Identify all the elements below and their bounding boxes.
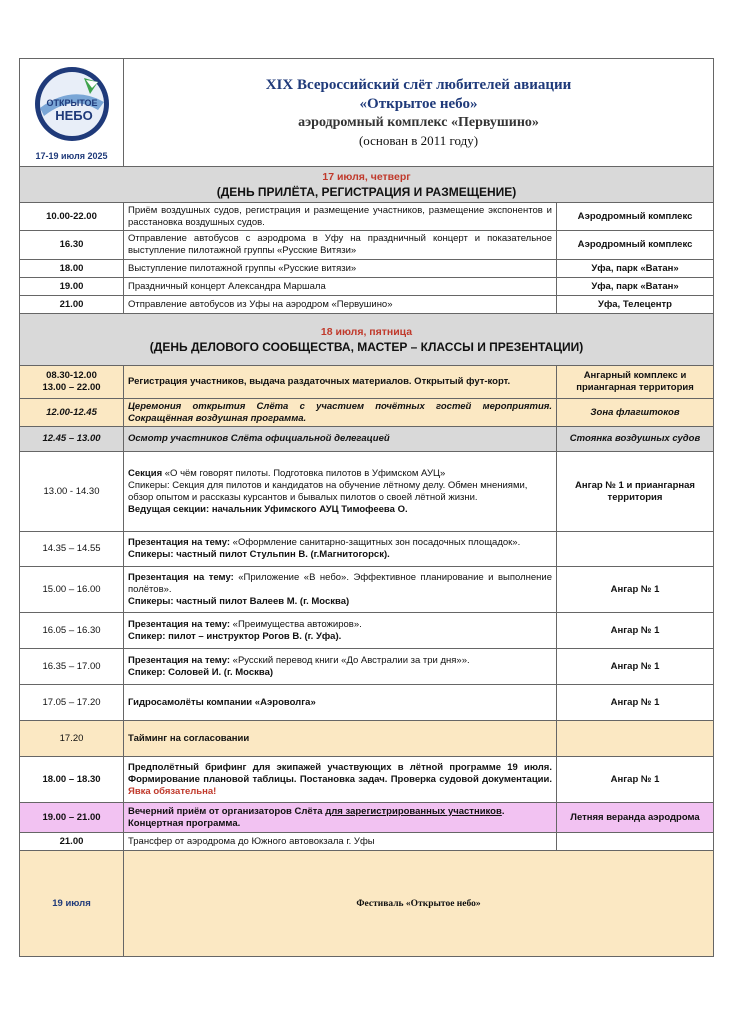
reception-program: . Концертная программа. bbox=[128, 805, 505, 829]
day3-row bbox=[20, 851, 714, 957]
row-description: Трансфер от аэродрома до Южного автовокзала г. Уфы bbox=[124, 833, 557, 851]
row-location: Уфа, парк «Ватан» bbox=[557, 278, 714, 296]
table-row bbox=[20, 613, 714, 649]
table-row bbox=[20, 532, 714, 567]
aviation-festival-logo-icon bbox=[32, 64, 112, 144]
row-time: 18.00 bbox=[20, 260, 124, 278]
briefing-text: Предполётный брифинг для экипажей участвующих в лётной программе 19 июля. Формирование плановой таблицы. Постановка задач. Проверка судовой документации. bbox=[128, 761, 552, 785]
row-location: Ангар № 1 bbox=[557, 567, 714, 613]
row-location: Ангарный комплекс и приангарная территория bbox=[557, 366, 714, 399]
row-description bbox=[124, 757, 557, 803]
row-time: 17.20 bbox=[20, 721, 124, 757]
presentation-speaker: Спикеры: частный пилот Стульпин В. (г.Магнитогорск). bbox=[128, 549, 390, 560]
row-location: Аэродромный комплекс bbox=[557, 231, 714, 260]
row-location: Ангар № 1 bbox=[557, 649, 714, 685]
row-description: Праздничный концерт Александра Маршала bbox=[124, 278, 557, 296]
row-time: 21.00 bbox=[20, 833, 124, 851]
day3-title: Фестиваль «Открытое небо» bbox=[124, 851, 714, 957]
day2-header bbox=[20, 314, 714, 366]
section-speakers: Спикеры: Секция для пилотов и кандидатов на обучение лётному делу. Обмен мнениями, обзор опытом и рассказы курсантов и бывалых пилотов о своей лётной жизни. bbox=[128, 479, 528, 503]
row-description: Приём воздушных судов, регистрация и размещение участников, размещение экспонентов и расстановка воздушных судов. bbox=[124, 203, 557, 231]
row-time-start: 08.30-12.00 bbox=[46, 370, 97, 381]
row-location bbox=[557, 532, 714, 567]
logo-cell bbox=[20, 59, 124, 167]
registered-participants: для зарегистрированных участников bbox=[325, 805, 502, 817]
row-description: Церемония открытия Слёта с участием почётных гостей мероприятия. Сокращённая воздушная программа. bbox=[124, 399, 557, 427]
day1-header-row bbox=[20, 167, 714, 203]
presentation-label: Презентация на тему: bbox=[128, 537, 231, 548]
row-time: 13.00 - 14.30 bbox=[20, 452, 124, 532]
event-title: XIX Всероссийский слёт любителей авиации bbox=[265, 77, 572, 93]
table-row bbox=[20, 231, 714, 260]
day1-title: (ДЕНЬ ПРИЛЁТА, РЕГИСТРАЦИЯ И РАЗМЕЩЕНИЕ) bbox=[216, 184, 517, 199]
presentation-topic: «Преимущества автожиров». bbox=[230, 618, 362, 630]
row-location: Ангар № 1 bbox=[557, 685, 714, 721]
table-row bbox=[20, 649, 714, 685]
row-description bbox=[124, 567, 557, 613]
svg-text:ОТКРЫТОЕ: ОТКРЫТОЕ bbox=[45, 97, 98, 108]
day2-date: 18 июля, пятница bbox=[320, 325, 413, 338]
row-location: Стоянка воздушных судов bbox=[557, 427, 714, 452]
table-row bbox=[20, 278, 714, 296]
table-row bbox=[20, 260, 714, 278]
day1-date: 17 июля, четверг bbox=[322, 170, 411, 183]
day2-title: (ДЕНЬ ДЕЛОВОГО СООБЩЕСТВА, МАСТЕР – КЛАССЫ И ПРЕЗЕНТАЦИИ) bbox=[149, 339, 584, 354]
table-row bbox=[20, 399, 714, 427]
row-time: 14.35 – 14.55 bbox=[20, 532, 124, 567]
row-location bbox=[557, 721, 714, 757]
row-time: 10.00-22.00 bbox=[20, 203, 124, 231]
presentation-topic: «Русский перевод книги «До Австралии за три дня»». bbox=[230, 654, 470, 666]
row-time: 12.45 – 13.00 bbox=[20, 427, 124, 452]
row-location bbox=[557, 833, 714, 851]
presentation-label: Презентация на тему: bbox=[128, 571, 234, 583]
row-time: 16.30 bbox=[20, 231, 124, 260]
presentation-speaker: Спикер: пилот – инструктор Рогов В. (г. Уфа). bbox=[128, 630, 342, 642]
row-location: Ангар № 1 и приангарная территория bbox=[557, 452, 714, 532]
day3-date: 19 июля bbox=[20, 851, 124, 957]
row-time: 19.00 – 21.00 bbox=[20, 803, 124, 833]
row-location: Уфа, парк «Ватан» bbox=[557, 260, 714, 278]
row-description bbox=[124, 649, 557, 685]
presentation-speaker: Спикер: Соловей И. (г. Москва) bbox=[128, 666, 274, 678]
row-time: 12.00-12.45 bbox=[20, 399, 124, 427]
presentation-label: Презентация на тему: bbox=[128, 654, 231, 666]
row-location: Аэродромный комплекс bbox=[557, 203, 714, 231]
table-row bbox=[20, 296, 714, 314]
row-location: Ангар № 1 bbox=[557, 757, 714, 803]
section-label: Секция bbox=[128, 467, 163, 479]
presentation-topic: «Оформление санитарно-защитных зон посадочных площадок». bbox=[230, 537, 521, 548]
table-row bbox=[20, 567, 714, 613]
table-row bbox=[20, 366, 714, 399]
table-row bbox=[20, 203, 714, 231]
reception-text: Вечерний приём от организаторов Слёта bbox=[128, 805, 326, 817]
header-row bbox=[20, 59, 714, 167]
row-description: Регистрация участников, выдача раздаточных материалов. Открытый фут-корт. bbox=[124, 366, 557, 399]
row-time: 17.05 – 17.20 bbox=[20, 685, 124, 721]
row-description: Отправление автобусов из Уфы на аэродром «Первушино» bbox=[124, 296, 557, 314]
row-time: 16.35 – 17.00 bbox=[20, 649, 124, 685]
row-description bbox=[124, 803, 557, 833]
row-description bbox=[124, 613, 557, 649]
festival-dates: 17-19 июля 2025 bbox=[35, 150, 108, 161]
day1-header bbox=[20, 167, 714, 203]
row-description: Тайминг на согласовании bbox=[124, 721, 557, 757]
section-topic: «О чём говорят пилоты. Подготовка пилотов в Уфимском АУЦ» bbox=[162, 467, 446, 479]
table-row bbox=[20, 803, 714, 833]
row-description bbox=[124, 452, 557, 532]
table-row bbox=[20, 721, 714, 757]
presentation-speaker: Спикеры: частный пилот Валеев М. (г. Москва) bbox=[128, 595, 350, 607]
row-location: Зона флагштоков bbox=[557, 399, 714, 427]
row-description: Отправление автобусов с аэродрома в Уфу на праздничный концерт и показательное выступление пилотажной группы «Русские Витязи» bbox=[124, 231, 557, 260]
row-location: Летняя веранда аэродрома bbox=[557, 803, 714, 833]
row-description bbox=[124, 532, 557, 567]
presentation-label: Презентация на тему: bbox=[128, 618, 231, 630]
row-time-end: 13.00 – 22.00 bbox=[42, 382, 101, 393]
event-title-block bbox=[124, 59, 714, 167]
row-location: Уфа, Телецентр bbox=[557, 296, 714, 314]
venue-founded: (основан в 2011 году) bbox=[358, 133, 479, 148]
row-description: Выступление пилотажной группы «Русские витязи» bbox=[124, 260, 557, 278]
row-time: 18.00 – 18.30 bbox=[20, 757, 124, 803]
svg-text:НЕБО: НЕБО bbox=[54, 107, 93, 123]
row-time: 21.00 bbox=[20, 296, 124, 314]
table-row bbox=[20, 833, 714, 851]
row-description: Осмотр участников Слёта официальной делегацией bbox=[124, 427, 557, 452]
table-row bbox=[20, 452, 714, 532]
event-name: «Открытое небо» bbox=[359, 96, 478, 112]
event-venue: аэродромный комплекс «Первушино» bbox=[298, 115, 539, 130]
row-time bbox=[20, 366, 124, 399]
schedule-table bbox=[19, 58, 714, 957]
table-row bbox=[20, 685, 714, 721]
row-time: 19.00 bbox=[20, 278, 124, 296]
attendance-required: Явка обязательна! bbox=[128, 785, 217, 797]
row-time: 16.05 – 16.30 bbox=[20, 613, 124, 649]
table-row bbox=[20, 757, 714, 803]
section-host: Ведущая секции: начальник Уфимского АУЦ Тимофеева О. bbox=[128, 503, 408, 515]
day2-header-row bbox=[20, 314, 714, 366]
presentation-topic: «Приложение «В небо». Эффективное планирование и выполнение полётов». bbox=[128, 571, 552, 595]
row-time: 15.00 – 16.00 bbox=[20, 567, 124, 613]
table-row bbox=[20, 427, 714, 452]
row-description: Гидросамолёты компании «Аэроволга» bbox=[124, 685, 557, 721]
row-location: Ангар № 1 bbox=[557, 613, 714, 649]
